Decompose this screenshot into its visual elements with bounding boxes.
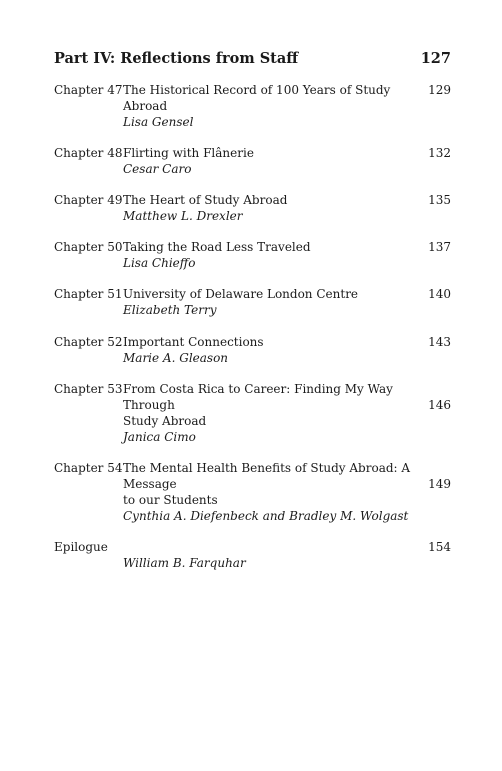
chapter-page-number: 132: [428, 146, 451, 160]
toc-entry[interactable]: [54, 460, 451, 524]
chapter-body: [123, 239, 428, 271]
chapter-body: [123, 460, 428, 524]
chapter-page-number: 137: [428, 240, 451, 254]
chapter-author: Janica Cimo: [123, 430, 196, 444]
epilogue-author: William B. Farquhar: [123, 556, 246, 570]
toc-entry[interactable]: [54, 239, 451, 271]
chapter-body: [123, 82, 428, 130]
chapter-title-line: The Historical Record of 100 Years of Study Abroad: [123, 83, 391, 113]
chapter-body: [123, 334, 428, 366]
chapter-label: Chapter 54: [54, 461, 123, 475]
epilogue-spacer: [123, 539, 416, 555]
chapter-author: Marie A. Gleason: [123, 351, 229, 365]
part-page-number: 127: [420, 50, 451, 67]
epilogue-body: [123, 539, 428, 571]
chapter-label: Chapter 47: [54, 83, 123, 97]
chapter-label: Chapter 52: [54, 335, 123, 349]
chapter-title-line: The Heart of Study Abroad: [123, 193, 288, 207]
chapter-title-line: The Mental Health Benefits of Study Abroad: A Message: [123, 461, 411, 491]
chapter-author: Cynthia A. Diefenbeck and Bradley M. Wolgast: [123, 509, 409, 523]
chapter-label: Chapter 49: [54, 193, 123, 207]
chapter-title-line: Taking the Road Less Traveled: [123, 240, 311, 254]
chapter-body: [123, 381, 428, 445]
table-of-contents: [54, 82, 451, 571]
chapter-title-line: to our Students: [123, 493, 218, 507]
chapter-body: [123, 286, 428, 318]
chapter-title-line: University of Delaware London Centre: [123, 287, 359, 301]
chapter-label: Chapter 50: [54, 240, 123, 254]
chapter-page-number: 149: [428, 477, 451, 491]
chapter-page-number: 140: [428, 287, 451, 301]
part-title: Part IV: Reflections from Staff: [54, 50, 299, 67]
chapter-label: Chapter 51: [54, 287, 123, 301]
epilogue-label: Epilogue: [54, 540, 108, 554]
chapter-body: [123, 192, 428, 224]
toc-entry[interactable]: [54, 334, 451, 366]
toc-entry[interactable]: [54, 82, 451, 130]
toc-entry[interactable]: [54, 145, 451, 177]
chapter-page-number: 143: [428, 335, 451, 349]
chapter-author: Lisa Chieffo: [123, 256, 196, 270]
chapter-page-number: 135: [428, 193, 451, 207]
toc-entry-epilogue[interactable]: [54, 539, 451, 571]
chapter-page-number: 146: [428, 398, 451, 412]
epilogue-page-number: 154: [428, 540, 451, 554]
chapter-title-line: Important Connections: [123, 335, 264, 349]
chapter-title-line: Study Abroad: [123, 414, 207, 428]
chapter-label: Chapter 53: [54, 382, 123, 396]
chapter-page-number: 129: [428, 83, 451, 97]
chapter-title-line: From Costa Rica to Career: Finding My Way Through: [123, 382, 393, 412]
toc-entry[interactable]: [54, 381, 451, 445]
chapter-author: Cesar Caro: [123, 162, 192, 176]
part-header: [54, 50, 451, 67]
chapter-label: Chapter 48: [54, 146, 123, 160]
toc-entry[interactable]: [54, 286, 451, 318]
chapter-author: Matthew L. Drexler: [123, 209, 243, 223]
toc-entry[interactable]: [54, 192, 451, 224]
chapter-author: Lisa Gensel: [123, 115, 194, 129]
chapter-title-line: Flirting with Flânerie: [123, 146, 254, 160]
chapter-body: [123, 145, 428, 177]
chapter-author: Elizabeth Terry: [123, 303, 217, 317]
